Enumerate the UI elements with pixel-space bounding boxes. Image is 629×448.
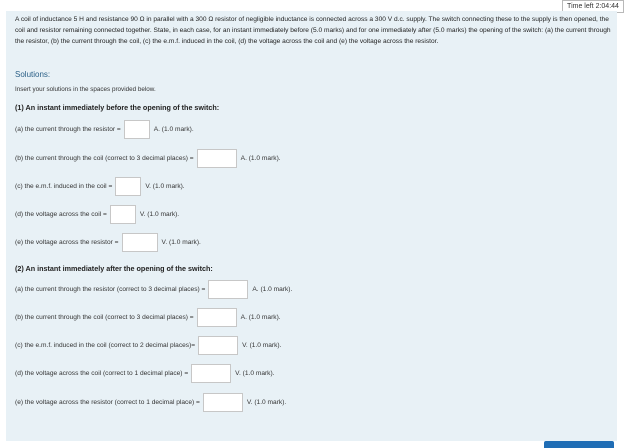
after-b-row bbox=[15, 307, 281, 327]
next-button[interactable] bbox=[544, 441, 614, 448]
after-b-label: (b) the current through the coil (correct to 3 decimal places) = bbox=[15, 313, 194, 321]
after-b-unit: A. (1.0 mark). bbox=[240, 313, 281, 321]
before-b-unit: A. (1.0 mark). bbox=[240, 154, 281, 162]
after-d-input[interactable] bbox=[191, 364, 231, 383]
after-c-unit: V. (1.0 mark). bbox=[242, 341, 282, 349]
before-a-unit: A. (1.0 mark). bbox=[153, 125, 194, 133]
after-c-input[interactable] bbox=[198, 336, 238, 355]
before-a-row bbox=[15, 119, 194, 139]
after-b-input[interactable] bbox=[197, 308, 237, 327]
solutions-title: Solutions: bbox=[15, 70, 51, 79]
after-d-row bbox=[15, 363, 275, 383]
before-c-input[interactable] bbox=[115, 177, 141, 196]
section-before-heading: (1) An instant immediately before the opening of the switch: bbox=[15, 103, 220, 112]
solutions-instructions: Insert your solutions in the spaces provided below. bbox=[15, 86, 156, 93]
before-d-input[interactable] bbox=[110, 205, 136, 224]
after-c-label: (c) the e.m.f. induced in the coil (correct to 2 decimal places)= bbox=[15, 341, 196, 349]
question-text: A coil of inductance 5 H and resistance 90 Ω in parallel with a 300 Ω resistor of negligible inductance is connected across a 300 V d.c. supply. The switch connecting these to the supply is then opened, the coil and resistor remaining connected together. State, in each case, for an instant immediately before (5.0 marks) and for one immediately after (5.0 marks) the opening of the switch: (a) the current through the resistor, (b) the current through the coil, (c) the e.m.f. induced in the coil, (d) the voltage across the coil and (e) the voltage across the resistor. bbox=[15, 16, 611, 45]
before-b-input[interactable] bbox=[197, 149, 237, 168]
before-d-unit: V. (1.0 mark). bbox=[139, 210, 180, 218]
after-d-label: (d) the voltage across the coil (correct to 1 decimal place) = bbox=[15, 369, 189, 377]
before-b-label: (b) the current through the coil (correct to 3 decimal places) = bbox=[15, 154, 194, 162]
after-d-unit: V. (1.0 mark). bbox=[235, 369, 275, 377]
after-a-unit: A. (1.0 mark). bbox=[252, 285, 293, 293]
before-e-unit: V. (1.0 mark). bbox=[161, 238, 201, 246]
before-c-label: (c) the e.m.f. induced in the coil = bbox=[15, 182, 113, 190]
before-c-row bbox=[15, 176, 185, 196]
before-a-input[interactable] bbox=[124, 120, 150, 139]
section-after-heading: (2) An instant immediately after the opening of the switch: bbox=[15, 264, 213, 273]
before-b-row bbox=[15, 148, 281, 168]
after-a-label: (a) the current through the resistor (correct to 3 decimal places) = bbox=[15, 285, 206, 293]
after-e-input[interactable] bbox=[203, 393, 243, 412]
after-a-input[interactable] bbox=[208, 280, 248, 299]
after-e-row bbox=[15, 392, 286, 412]
question-panel bbox=[6, 11, 617, 441]
after-e-unit: V. (1.0 mark). bbox=[246, 398, 287, 406]
before-e-input[interactable] bbox=[122, 233, 158, 252]
after-a-row bbox=[15, 279, 292, 299]
time-left-indicator: Time left 2:04:44 bbox=[562, 0, 624, 13]
before-e-row bbox=[15, 232, 201, 252]
before-e-label: (e) the voltage across the resistor = bbox=[15, 238, 119, 246]
before-a-label: (a) the current through the resistor = bbox=[15, 125, 121, 133]
after-e-label: (e) the voltage across the resistor (correct to 1 decimal place) = bbox=[15, 398, 200, 406]
after-c-row bbox=[15, 335, 281, 355]
before-d-row bbox=[15, 204, 179, 224]
before-c-unit: V. (1.0 mark). bbox=[145, 182, 185, 190]
before-d-label: (d) the voltage across the coil = bbox=[15, 210, 107, 218]
